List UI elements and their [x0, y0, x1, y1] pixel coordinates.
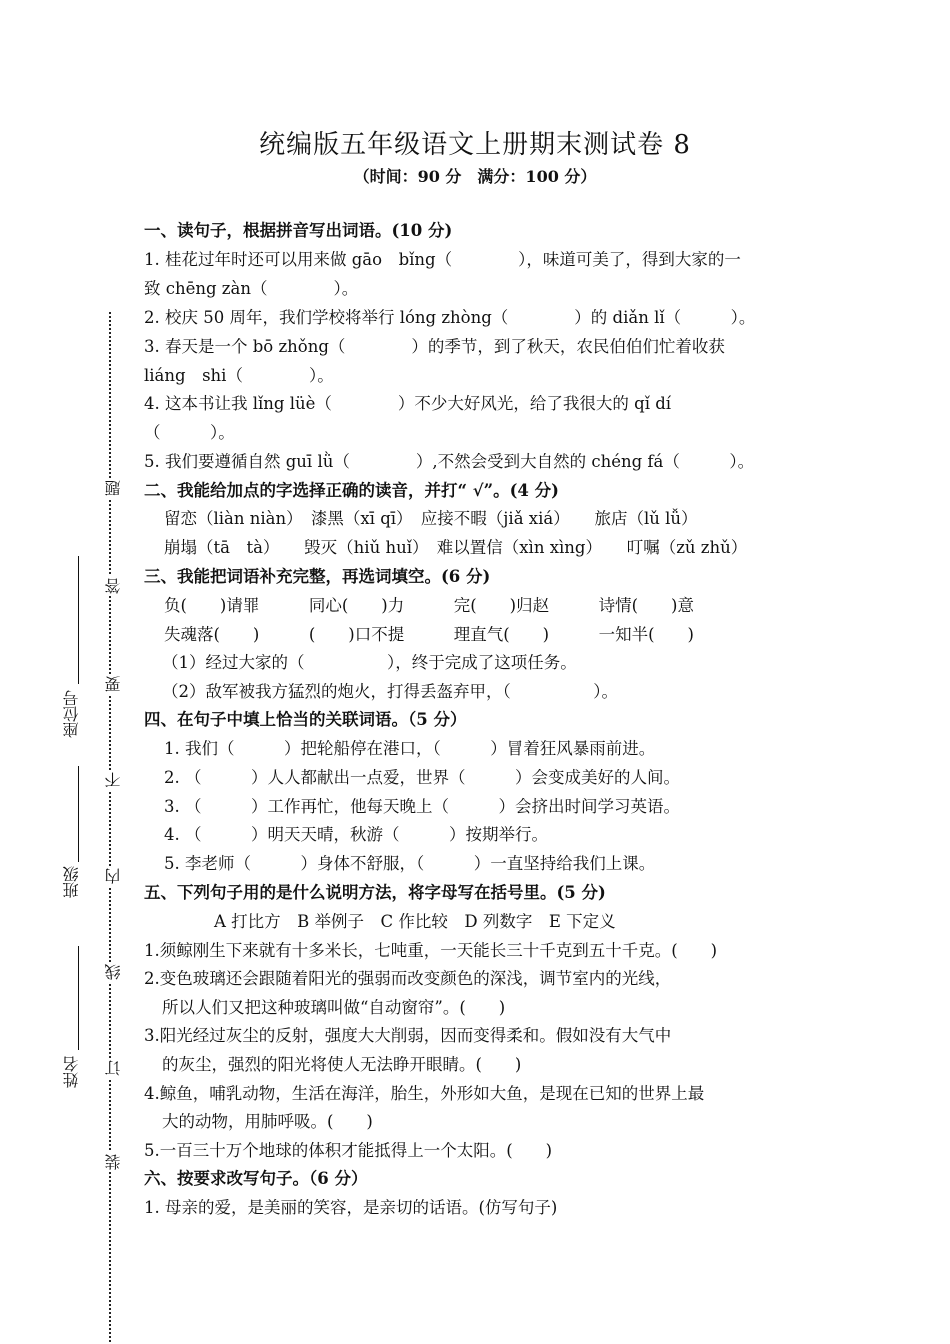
section-1-heading: 一、读句子，根据拼音写出词语。(10 分)	[144, 221, 453, 240]
question-line: 2. （ ）人人都献出一点爱，世界（ ）会变成美好的人间。	[164, 768, 680, 787]
question-line: （ ）。	[144, 423, 235, 442]
class-blank[interactable]	[78, 766, 79, 862]
question-line: 致 chēng zàn（ ）。	[144, 279, 359, 298]
question-line: 1. 母亲的爱，是美丽的笑容，是亲切的话语。(仿写句子)	[144, 1198, 558, 1217]
seat-number-label: 座位号	[62, 690, 81, 738]
question-line: 3. 春天是一个 bō zhǒng（ ）的季节，到了秋天，农民伯伯们忙着收获	[144, 337, 725, 356]
seat-number-field	[60, 690, 83, 738]
binding-dotted-line	[109, 312, 111, 1342]
exam-info: （时间：90 分 满分：100 分）	[353, 167, 597, 186]
question-line: 4.鲸鱼，哺乳动物，生活在海洋，胎生，外形如大鱼，是现在已知的世界上最	[144, 1084, 705, 1103]
class-field	[60, 866, 83, 898]
question-line: liáng shi（ ）。	[144, 366, 334, 385]
page-title: 统编版五年级语文上册期末测试卷 8	[259, 130, 691, 160]
question-line: 负( )请罪 同心( )力 完( )归赵 诗情( )意	[164, 596, 694, 615]
seal-char: 装	[104, 1154, 123, 1170]
name-blank[interactable]	[78, 946, 79, 1050]
question-line: 4. 这本书让我 lǐng lüè（ ）不少大好风光，给了我很大的 qǐ dí	[144, 394, 672, 413]
question-line: 3.阳光经过灰尘的反射，强度大大削弱，因而变得柔和。假如没有大气中	[144, 1026, 672, 1045]
question-line: 1. 桂花过年时还可以用来做 gāo bǐng（ ），味道可美了，得到大家的一	[144, 250, 741, 269]
question-line: 崩塌（tā tà） 毁灭（hiǔ huǐ） 难以置信（xìn xìng） 叮嘱（zǔ zhǔ）	[164, 538, 748, 557]
seal-char: 内	[104, 868, 123, 884]
question-line: （1）经过大家的（ ），终于完成了这项任务。	[162, 653, 577, 672]
section-2-heading: 二、我能给加点的字选择正确的读音，并打“ √”。(4 分)	[144, 481, 559, 500]
question-line: 留恋（liàn niàn） 漆黑（xī qī） 应接不暇（jiǎ xiá） 旅店（lǔ lǚ）	[164, 509, 698, 528]
seal-char: 要	[104, 676, 123, 692]
seal-char: 不	[104, 772, 123, 788]
question-line: 2. 校庆 50 周年，我们学校将举行 lóng zhòng（ ）的 diǎn lǐ（ ）。	[144, 308, 756, 327]
class-label: 班级	[62, 866, 81, 898]
seal-char: 线	[104, 964, 123, 980]
question-line: 4. （ ）明天天晴，秋游（ ）按期举行。	[164, 825, 548, 844]
question-line: 5. 李老师（ ）身体不舒服，（ ）一直坚持给我们上课。	[164, 854, 656, 873]
question-line: 1. 我们（ ）把轮船停在港口，（ ）冒着狂风暴雨前进。	[164, 739, 656, 758]
question-line: 失魂落( ) ( )口不提 理直气( ) 一知半( )	[164, 625, 694, 644]
section-3-heading: 三、我能把词语补充完整，再选词填空。(6 分)	[144, 567, 491, 586]
answer-options: A 打比方 B 举例子 C 作比较 D 列数字 E 下定义	[214, 912, 616, 931]
seal-char: 题	[104, 480, 123, 496]
name-label: 姓名	[62, 1056, 81, 1088]
seal-char: 答	[104, 578, 123, 594]
section-4-heading: 四、在句子中填上恰当的关联词语。（5 分）	[144, 710, 467, 729]
question-line: 大的动物，用肺呼吸。( )	[162, 1112, 373, 1131]
section-6-heading: 六、按要求改写句子。（6 分）	[144, 1169, 368, 1188]
question-line: 5.一百三十万个地球的体积才能抵得上一个太阳。( )	[144, 1141, 553, 1160]
section-5-heading: 五、下列句子用的是什么说明方法，将字母写在括号里。(5 分)	[144, 883, 606, 902]
question-line: 2.变色玻璃还会跟随着阳光的强弱而改变颜色的深浅，调节室内的光线，	[144, 969, 672, 988]
question-line: 1.须鲸刚生下来就有十多米长，七吨重，一天能长三十千克到五十千克。( )	[144, 941, 718, 960]
question-line: （2）敌军被我方猛烈的炮火，打得丢盔弃甲，（ ）。	[162, 682, 618, 701]
seal-char: 订	[104, 1060, 123, 1076]
question-line: 3. （ ）工作再忙，他每天晚上（ ）会挤出时间学习英语。	[164, 797, 680, 816]
name-field	[60, 1056, 83, 1088]
seat-number-blank[interactable]	[78, 556, 79, 684]
question-line: 的灰尘，强烈的阳光将使人无法睁开眼睛。( )	[162, 1055, 522, 1074]
question-line: 所以人们又把这种玻璃叫做“自动窗帘”。( )	[162, 998, 506, 1017]
question-line: 5. 我们要遵循自然 guī lǜ（ ）,不然会受到大自然的 chéng fá（ ）。	[144, 452, 755, 471]
